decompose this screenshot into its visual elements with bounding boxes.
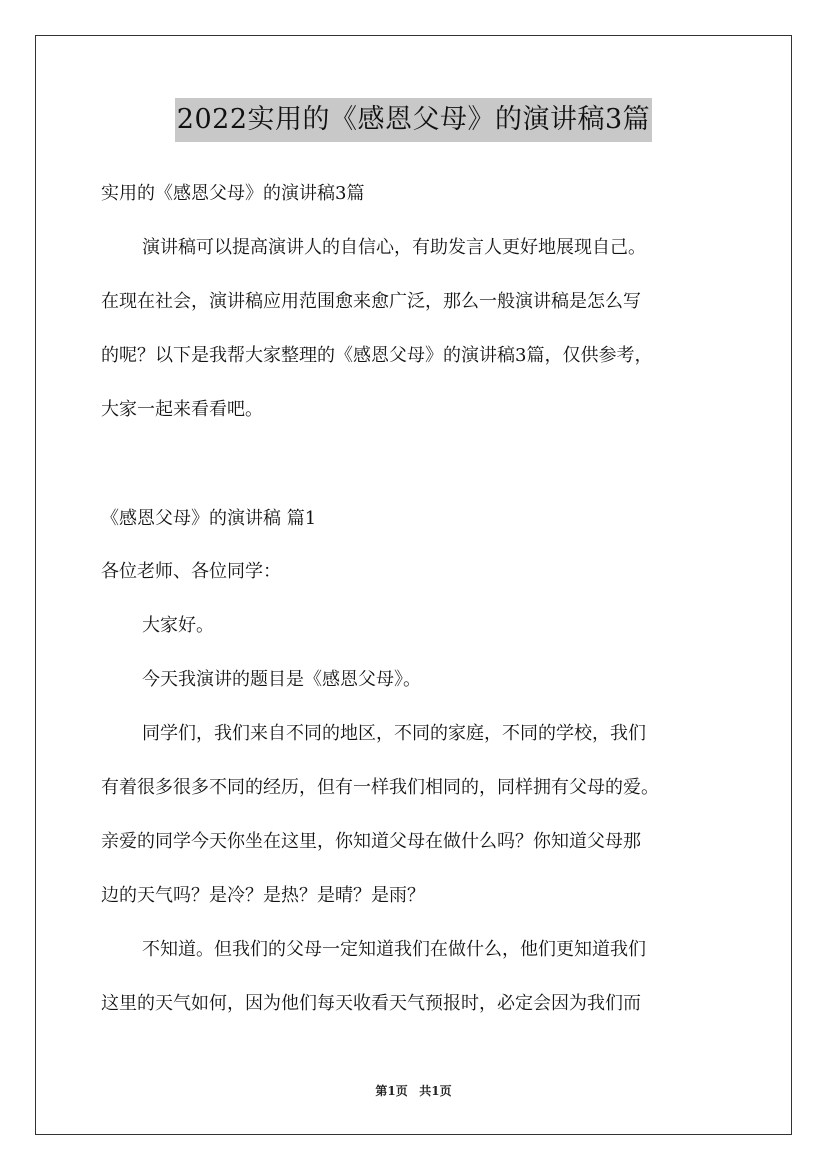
section-heading: 《感恩父母》的演讲稿 篇1	[101, 508, 317, 529]
body-line: 亲爱的同学今天你坐在这里，你知道父母在做什么吗？你知道父母那	[101, 831, 641, 852]
body-line: 边的天气吗？是冷？是热？是晴？是雨？	[101, 885, 425, 906]
body-line: 有着很多很多不同的经历，但有一样我们相同的，同样拥有父母的爱。	[101, 777, 659, 798]
greeting: 大家好。	[142, 615, 214, 636]
speech-topic: 今天我演讲的题目是《感恩父母》。	[142, 669, 421, 690]
salutation: 各位老师、各位同学：	[101, 561, 281, 582]
body-line: 不知道。但我们的父母一定知道我们在做什么，他们更知道我们	[142, 939, 646, 960]
intro-line: 的呢？以下是我帮大家整理的《感恩父母》的演讲稿3篇，仅供参考，	[101, 345, 653, 366]
document-title: 2022实用的《感恩父母》的演讲稿3篇	[175, 98, 652, 142]
page-number: 第1页	[375, 1084, 408, 1098]
title-container	[0, 98, 827, 142]
intro-line: 演讲稿可以提高演讲人的自信心，有助发言人更好地展现自己。	[142, 237, 646, 258]
page-total: 共1页	[419, 1084, 452, 1098]
page-footer	[0, 1082, 827, 1100]
document-subtitle: 实用的《感恩父母》的演讲稿3篇	[101, 183, 365, 204]
intro-line: 大家一起来看看吧。	[101, 399, 263, 420]
body-line: 同学们，我们来自不同的地区，不同的家庭，不同的学校，我们	[142, 723, 646, 744]
intro-line: 在现在社会，演讲稿应用范围愈来愈广泛，那么一般演讲稿是怎么写	[101, 291, 641, 312]
body-line: 这里的天气如何，因为他们每天收看天气预报时，必定会因为我们而	[101, 993, 641, 1014]
